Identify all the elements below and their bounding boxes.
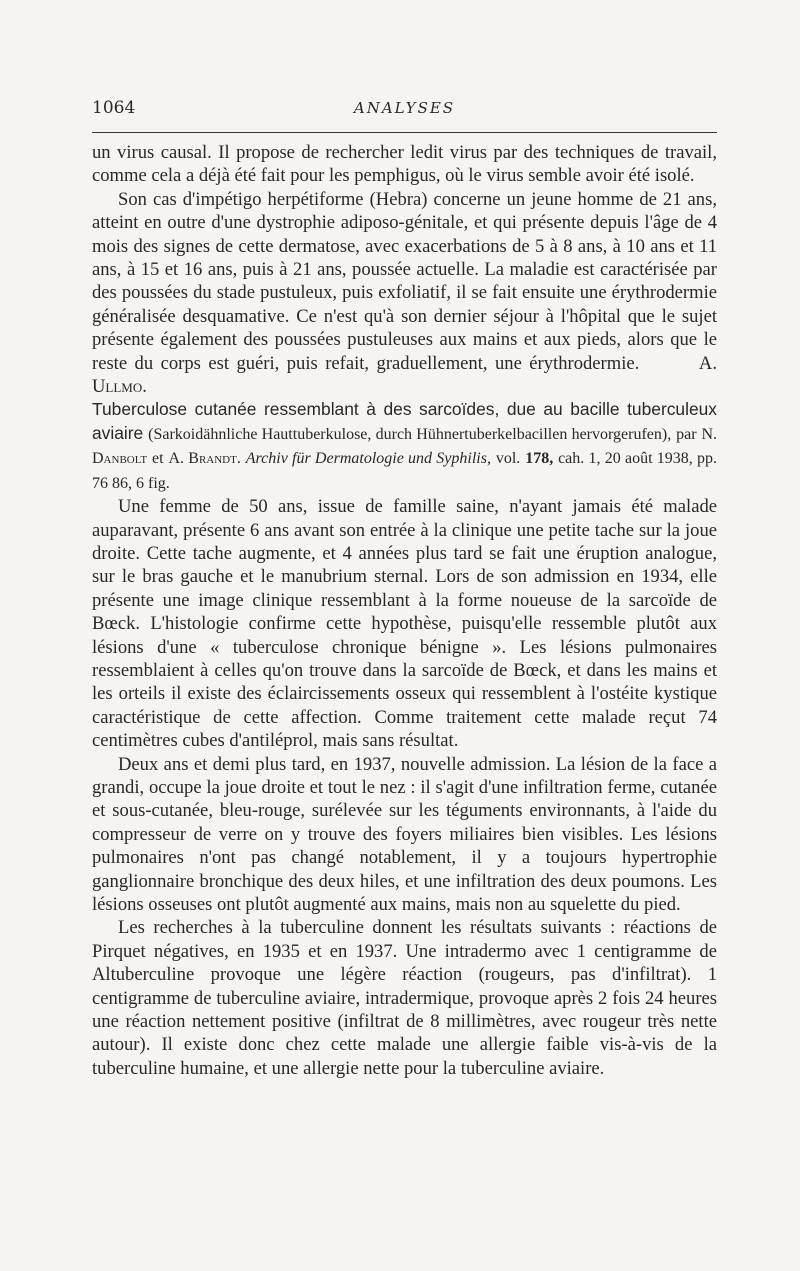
volume-label: vol.: [495, 450, 521, 468]
by-word: par: [676, 425, 697, 443]
author-signature: A. Ullmo.: [92, 352, 717, 398]
article-heading: [92, 398, 717, 495]
body-text: [92, 141, 717, 1080]
running-title: ANALYSES: [353, 99, 456, 117]
journal-name: Archiv für Dermatologie und Syphilis,: [245, 450, 491, 468]
paragraph-case: [92, 188, 717, 399]
author-brandt: A. Brandt.: [168, 450, 241, 468]
paragraph-case-text: Son cas d'impétigo herpétiforme (Hebra) concerne un jeune homme de 21 ans, atteint en outre d'une dystrophie adiposo-génitale, et qui présente depuis l'âge de 4 mois des signes de cette dermatose, avec exacerbations de 5 à 8 ans, à 10 ans et 11 ans, à 15 et 16 ans, puis à 21 ans, poussée actuelle. La maladie est caractérisée par des poussées du stade pustuleux, puis exfoliatif, il se fait ensuite une érythrodermie généralisée desquamative. Ce n'est qu'à son dernier séjour à l'hôpital que le sujet présente également des poussées pustuleuses aux mains et aux pieds, alors que le reste du corps est guéri, puis refait, graduellement, une érythrodermie.: [92, 188, 717, 374]
issue-details: cah. 1, 20 août 1938, pp. 76 86, 6 fig.: [92, 450, 718, 492]
paragraph-patient: Une femme de 50 ans, issue de famille saine, n'ayant jamais été malade auparavant, présente 6 ans avant son entrée à la clinique une petite tache sur la joue droite. Cette tache augmente, et 4 années plus tard se fait une éruption analogue, sur le bras gauche et le manubrium sternal. Lors de son admission en 1934, elle présente une image clinique ressemblant à la forme noueuse de la sarcoïde de Bœck. L'histologie confirme cette hypothèse, puisqu'elle ressemble plutôt aux lésions d'une « tuberculose chronique bénigne ». Les lésions pulmonaires ressemblaient à celles qu'on trouve dans la sarcoïde de Bœck, et dans les mains et les orteils il existe des éclaircissements osseux qui ressemblent à l'ostéite kystique caractéristique de cette affection. Comme traitement cette malade reçut 74 centimètres cubes d'antiléprol, mais sans résultat.: [92, 496, 717, 752]
running-head: [92, 98, 717, 124]
page-number: 1064: [92, 98, 136, 118]
header-rule: [92, 132, 717, 133]
article-title: Tuberculose cutanée ressemblant à des sarcoïdes, due au bacille tuberculeux aviaire: [92, 399, 717, 443]
paragraph-continued: un virus causal. Il propose de rechercher ledit virus par des techniques de travail, comme cela a déjà été fait pour les pemphigus, où le virus semble avoir été isolé.: [92, 142, 717, 187]
paragraph-tuberculin: Les recherches à la tuberculine donnent les résultats suivants : réactions de Pirquet négatives, en 1935 et en 1937. Une intradermo avec 1 centigramme de Altuberculine provoque une légère réaction (rougeurs, pas d'infiltrat). 1 centigramme de tuberculine aviaire, intradermique, provoque après 2 fois 24 heures une réaction nettement positive (infiltrat de 8 millimètres, avec rougeur très nette autour). Il existe donc chez cette malade une allergie faible vis-à-vis de la tuberculine humaine, et une allergie nette pour la tuberculine aviaire.: [92, 917, 717, 1079]
original-title: (Sarkoidähnliche Hauttuberkulose, durch Hühnertuberkelbacillen hervorgerufen),: [148, 425, 672, 443]
paragraph-readmission: Deux ans et demi plus tard, en 1937, nouvelle admission. La lésion de la face a grandi, occupe la joue droite et tout le nez : il s'agit d'une infiltration ferme, cutanée et sous-cutanée, bleu-rouge, surélevée sur les téguments environnants, à l'aide du compresseur de verre on y trouve des foyers miliaires bien visibles. Les lésions pulmonaires n'ont pas changé notablement, il y a toujours hypertrophie ganglionnaire bronchique des deux hiles, et une infiltration des deux poumons. Les lésions osseuses ont plutôt augmenté aux mains, mais non au squelette du pied.: [92, 753, 717, 915]
volume-number: 178,: [525, 450, 554, 468]
and-word: et: [152, 450, 164, 468]
author-danbolt: N. Danbolt: [92, 425, 718, 468]
